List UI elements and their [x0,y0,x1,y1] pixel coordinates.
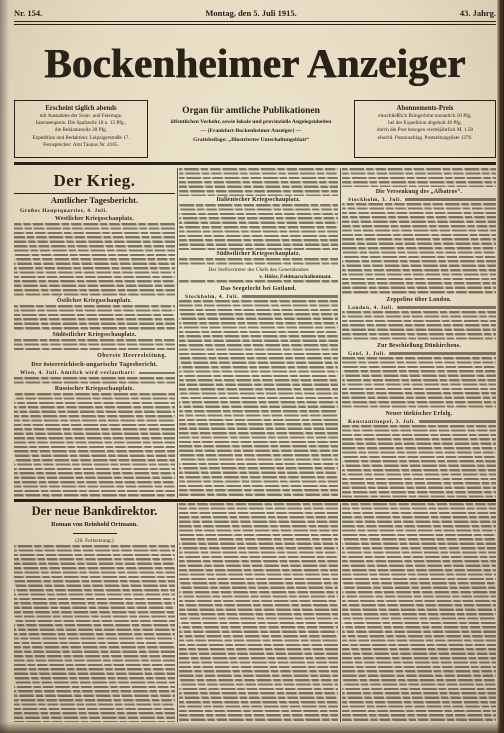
illegible-text-block [342,168,496,187]
publication-info-line: Inseratenpreis: Die Spaltzeile 10 u. 15 Pfg., [35,120,127,127]
illegible-text-line [389,352,496,354]
article-dateline [342,418,496,425]
section-heading: Italienischer Kriegsschauplatz. [216,197,301,203]
war-section-title: Der Krieg. [14,168,175,194]
subscription-price-heading: Abonnements-Preis [396,105,454,112]
german-report-dateline [14,207,175,215]
illegible-text-block [179,503,338,722]
illegible-text-block [179,300,338,498]
illegible-text-block [342,311,496,341]
article-heading: Zur Beschießung Dünkirchens. [377,342,461,349]
column-1 [14,168,175,498]
illegible-text-block [342,425,496,498]
article-heading: Die Versenkung des „Albatros“. [375,188,463,195]
serial-title: Der neue Bankdirektor. [31,504,158,518]
illegible-text-block [14,393,175,498]
serial-installment: (20. Fortsetzung.) [75,538,114,544]
illegible-text-block [179,280,338,284]
section-heading: Westlicher Kriegsschauplatz. [54,216,135,222]
article-dateline [342,196,496,203]
serial-column-2 [179,503,338,722]
german-report-signature: Oberste Heeresleitung. [97,353,167,359]
column-rule [177,168,178,498]
scan-shadow-left [0,0,9,733]
illegible-text-line [242,295,338,297]
illegible-text-block [14,339,175,352]
section-heading: Östlicher Kriegsschauplatz. [56,298,133,304]
illegible-text-block [342,203,496,295]
illegible-text-block [14,377,175,385]
organ-line: — (Frankfurt-Bockenheimer Anzeiger) — [200,128,302,134]
illegible-text-line [397,306,496,308]
illegible-text-line [405,198,496,200]
masthead-info-row [14,100,496,160]
publication-info-line: die Reklamezeile 20 Pfg. [54,127,108,134]
masthead-bottom-rule [14,162,496,165]
subscription-price-line: einschließlich Bringerlohn monatlich 50 Pfg. [378,113,472,119]
organ-description [151,100,351,160]
masthead-title: Bockenheimer Anzeiger [44,40,466,86]
dateline-text: Stockholm, 4. Juli. [185,293,240,300]
dateline-text: Großes Hauptquartier, 4. Juli. [20,208,108,214]
section-heading: Südöstlicher Kriegsschauplatz. [52,332,137,338]
publication-info-line: Fernsprecher: Amt Taunus Nr. 4165. [43,141,119,148]
subscription-price-line: einschl. Postzuschlag. Postzeitungsliste 1276. [377,134,473,141]
illegible-text-block [14,223,175,297]
serial-column-1 [14,503,175,722]
subscription-price-line: bei der Expedition abgeholt 40 Pfg. [388,120,462,127]
issue-date: Montag, den 5. Juli 1915. [205,8,297,18]
issue-number: Nr. 154. [14,8,43,18]
illegible-text-block [14,305,175,331]
article-heading: Zeppeline über London. [386,296,452,303]
dateline-text: London, 4. Juli. [348,304,394,311]
serial-novel-section [14,503,496,722]
dateline-text: Genf, 3. Juli. [348,350,386,357]
austrian-report-heading: Der österreichisch-ungarische Tagesbericht. [31,361,158,368]
section-heading: Russischer Kriegsschauplatz. [54,386,135,392]
subscription-price-line: durch die Post bezogen vierteljährlich M. 1.50 [376,127,474,134]
war-section-subtitle: Amtlicher Tagesbericht. [50,195,139,205]
publication-info-box [14,100,148,158]
serial-divider-line [73,533,117,534]
column-rule [177,503,178,722]
dateline-text: Wien, 4. Juli. Amtlich wird verlautbart: [20,370,136,376]
article-dateline [342,304,496,311]
article-heading: Neuer türkischer Erfolg. [385,410,453,417]
volume-number: 43. Jahrg. [459,8,496,18]
publication-info-line: Expedition und Redaktion: Leipzigerstraße 17. [32,134,130,141]
issue-line [14,7,496,19]
dateline-text: Stockholm, 3. Juli. [348,196,403,203]
serial-divider [14,529,175,537]
section-heading: Südöstlicher Kriegsschauplatz. [216,251,301,257]
austrian-report-signature-line: Der Stellvertreter des Chefs des Generalstabes [208,267,309,273]
serial-author: Roman von Reinhold Ortmann. [51,521,138,528]
column-rule [340,503,341,722]
feuilleton-rule [14,499,496,502]
illegible-text-line [139,372,175,374]
column-2 [179,168,338,498]
article-dateline [342,350,496,357]
scan-edge-bottom [0,722,504,733]
column-3 [342,168,496,498]
publication-info-heading: Erscheint täglich abends [45,105,117,112]
austrian-report-dateline [14,369,175,377]
serial-column-3 [342,503,496,722]
illegible-text-line [419,420,496,422]
subscription-price-box [354,100,496,158]
illegible-text-block [179,168,338,196]
illegible-text-block [179,258,338,267]
illegible-text-block [342,357,496,409]
war-news-section [14,168,496,498]
austrian-report-signature-name: v. Höfer, Feldmarschalleutnant. [259,273,332,280]
header-double-rule [14,21,496,25]
organ-line: öffentlichen Verkehr, sowie lokale und provinzielle Angelegenheiten [170,119,332,125]
publication-info-line: mit Ausnahme der Sonn- und Feiertage. [39,113,123,119]
dateline-text: Konstantinopel, 3. Juli. [348,418,416,425]
organ-line: Gratisbeilage: „Illustriertes Unterhaltungsblatt“ [193,137,309,143]
organ-title: Organ für amtliche Publikationen [182,106,320,116]
illegible-text-block [14,545,175,722]
scan-edge-right [497,0,504,733]
illegible-text-block [342,503,496,722]
article-dateline [179,293,338,300]
column-rule [340,168,341,498]
illegible-text-block [179,204,338,250]
article-heading: Das Seegefecht bei Gotland. [220,285,297,292]
